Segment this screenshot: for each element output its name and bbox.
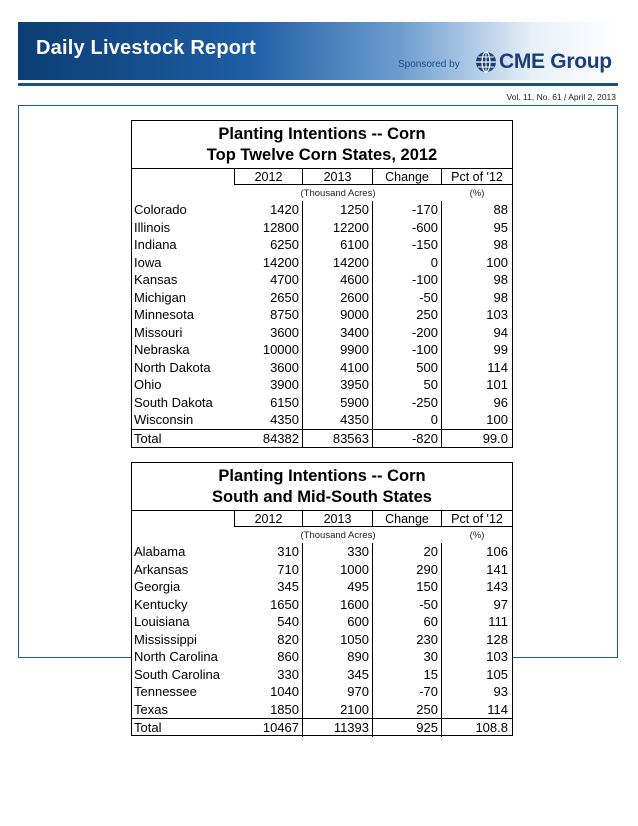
pct-of-2012: 114 [487,701,508,717]
acres-2013: 1050 [303,631,373,649]
state-name: Alabama [134,544,186,559]
acres-2012: 3900 [234,376,303,394]
acres-2013: 3950 [303,376,373,394]
acres-2012: 1420 [234,201,303,219]
pct-of-2012: 94 [493,324,508,340]
acres-2013: 4600 [303,271,373,289]
pct-of-2012: 143 [486,579,508,594]
pct-label: (%) [469,188,485,199]
state-name: Iowa [134,254,162,270]
acres-2012: 710 [234,561,303,579]
table-row [132,254,512,272]
acres-2013-total: 83563 [303,430,373,448]
pct-of-2012: 88 [493,202,508,217]
acres-2013: 1600 [303,596,373,614]
pct-of-2012-total: 99.0 [482,430,508,446]
table-row [132,201,512,219]
acres-change: 250 [373,306,442,324]
report-title: Daily Livestock Report [36,37,257,59]
state-name: Ohio [134,377,162,392]
total-row [132,429,512,448]
corn-top-states-table [131,120,513,448]
acres-2013: 890 [303,648,373,666]
acres-2012: 14200 [234,254,303,272]
acres-2012: 330 [234,666,303,684]
state-name: Kansas [134,272,178,287]
sponsored-label: Sponsored by [398,59,460,70]
acres-change: -150 [373,236,442,254]
acres-change: -170 [373,201,442,219]
table-row [132,631,512,649]
table-row [132,359,512,377]
unit-row [132,527,512,543]
col-header-pct: Pct of '12 [442,169,512,185]
acres-2013-total: 11393 [303,719,373,737]
acres-2012: 1040 [234,683,303,701]
column-header-row [132,511,512,527]
pct-of-2012: 100 [486,412,508,427]
acres-change: 250 [373,701,442,719]
state-name: Missouri [134,324,183,340]
state-name: North Carolina [134,649,218,664]
acres-change: -100 [373,271,442,289]
acres-2013: 2600 [303,289,373,307]
table-row [132,561,512,579]
table-row [132,236,512,254]
col-header-2012: 2012 [234,169,303,185]
table-title-line2: Top Twelve Corn States, 2012 [206,146,438,164]
unit-row [132,185,512,201]
table-body [132,543,512,737]
acres-2013: 600 [303,613,373,631]
table-row [132,376,512,394]
col-header-2013: 2013 [303,511,373,527]
state-name: Tennessee [134,684,197,699]
table-row [132,411,512,429]
state-name: Indiana [134,237,177,252]
acres-change: 0 [373,254,442,272]
acres-2013: 5900 [303,394,373,412]
acres-change: 20 [373,543,442,561]
pct-of-2012: 98 [493,289,508,305]
acres-change: 230 [373,631,442,649]
pct-of-2012: 98 [493,272,508,287]
acres-2012: 1650 [234,596,303,614]
table-row [132,613,512,631]
acres-change: 30 [373,648,442,666]
pct-of-2012: 101 [486,377,508,392]
acres-change: -50 [373,289,442,307]
table-row [132,306,512,324]
acres-change: -600 [373,219,442,237]
acres-change: 500 [373,359,442,377]
table-title-line1: Planting Intentions -- Corn [218,467,426,485]
acres-2012: 2650 [234,289,303,307]
acres-change: -250 [373,394,442,412]
col-header-pct: Pct of '12 [442,511,512,527]
acres-change: -100 [373,341,442,359]
acres-change: -70 [373,683,442,701]
state-name: Mississippi [134,631,197,647]
state-name: Arkansas [134,561,189,577]
state-name: Illinois [134,219,171,235]
pct-of-2012: 98 [493,237,508,252]
state-name: Colorado [134,202,187,217]
table-row [132,271,512,289]
acres-2012-total: 10467 [234,719,303,737]
pct-of-2012: 105 [486,666,508,682]
table-row [132,578,512,596]
acres-2013: 2100 [303,701,373,719]
pct-of-2012-total: 108.8 [475,720,508,735]
acres-2012: 4350 [234,411,303,429]
acres-2013: 12200 [303,219,373,237]
acres-2012: 8750 [234,306,303,324]
state-name: Wisconsin [134,412,194,427]
acres-2012-total: 84382 [234,430,303,448]
acres-2013: 4100 [303,359,373,377]
acres-2012: 860 [234,648,303,666]
pct-of-2012: 141 [486,561,508,577]
col-header-2012: 2012 [234,511,303,527]
acres-change-total: 925 [373,719,442,737]
acres-2013: 330 [303,543,373,561]
table-row [132,683,512,701]
acres-2013: 1000 [303,561,373,579]
acres-2012: 3600 [234,359,303,377]
pct-of-2012: 103 [486,649,508,664]
total-row [132,718,512,737]
table-row [132,341,512,359]
pct-of-2012: 106 [486,544,508,559]
total-label: Total [134,720,162,735]
pct-of-2012: 99 [493,342,508,357]
acres-2013: 1250 [303,201,373,219]
acres-change: 60 [373,613,442,631]
acres-2013: 495 [303,578,373,596]
acres-2012: 3600 [234,324,303,342]
header-rule [18,83,618,86]
pct-of-2012: 128 [486,631,508,647]
acres-2013: 9000 [303,306,373,324]
table-title [132,463,512,511]
state-name: South Carolina [134,666,220,682]
acres-2013: 3400 [303,324,373,342]
acres-2013: 9900 [303,341,373,359]
acres-2012: 345 [234,578,303,596]
table-row [132,701,512,719]
state-name: Louisiana [134,614,190,629]
table-title [132,121,512,169]
acres-change: 0 [373,411,442,429]
pct-of-2012: 97 [493,596,508,612]
sponsor-name: CME Group [499,50,612,73]
state-name: Minnesota [134,307,194,322]
table-title-line2: South and Mid-South States [212,488,432,506]
column-header-row [132,169,512,185]
acres-change-total: -820 [373,430,442,448]
acres-change: 15 [373,666,442,684]
report-banner [18,22,618,80]
table-row [132,648,512,666]
table-title-line1: Planting Intentions -- Corn [218,125,426,143]
acres-2013: 970 [303,683,373,701]
acres-2012: 12800 [234,219,303,237]
acres-2013: 345 [303,666,373,684]
acres-2012: 6250 [234,236,303,254]
acres-2013: 14200 [303,254,373,272]
total-label: Total [134,430,162,446]
globe-icon [475,51,497,73]
pct-label: (%) [469,530,485,541]
acres-change: -50 [373,596,442,614]
col-header-change: Change [373,511,442,527]
table-row [132,596,512,614]
state-name: Texas [134,701,168,717]
pct-of-2012: 93 [493,684,508,699]
table-row [132,666,512,684]
table-row [132,219,512,237]
table-row [132,289,512,307]
acres-2012: 10000 [234,341,303,359]
col-header-2013: 2013 [303,169,373,185]
acres-change: 290 [373,561,442,579]
acres-2012: 540 [234,613,303,631]
acres-2012: 310 [234,543,303,561]
table-row [132,324,512,342]
state-name: North Dakota [134,359,211,375]
table-row [132,394,512,412]
acres-2012: 820 [234,631,303,649]
acres-change: 50 [373,376,442,394]
col-header-change: Change [373,169,442,185]
pct-of-2012: 114 [487,359,508,375]
state-name: South Dakota [134,394,213,410]
table-row [132,543,512,561]
pct-of-2012: 95 [493,219,508,235]
volume-info: Vol. 11, No. 61 / April 2, 2013 [506,92,616,102]
pct-of-2012: 103 [486,307,508,322]
acres-2012: 4700 [234,271,303,289]
state-name: Nebraska [134,342,190,357]
acres-change: -200 [373,324,442,342]
unit-label: (Thousand Acres) [300,188,376,199]
pct-of-2012: 96 [493,394,508,410]
state-name: Georgia [134,579,181,594]
acres-2012: 1850 [234,701,303,719]
pct-of-2012: 111 [488,614,508,629]
table-body [132,201,512,447]
acres-2012: 6150 [234,394,303,412]
acres-2013: 6100 [303,236,373,254]
state-name: Kentucky [134,596,188,612]
unit-label: (Thousand Acres) [300,530,376,541]
sponsor-logo [475,50,612,74]
acres-2013: 4350 [303,411,373,429]
state-name: Michigan [134,289,187,305]
pct-of-2012: 100 [486,254,508,270]
acres-change: 150 [373,578,442,596]
corn-south-states-table [131,462,513,736]
